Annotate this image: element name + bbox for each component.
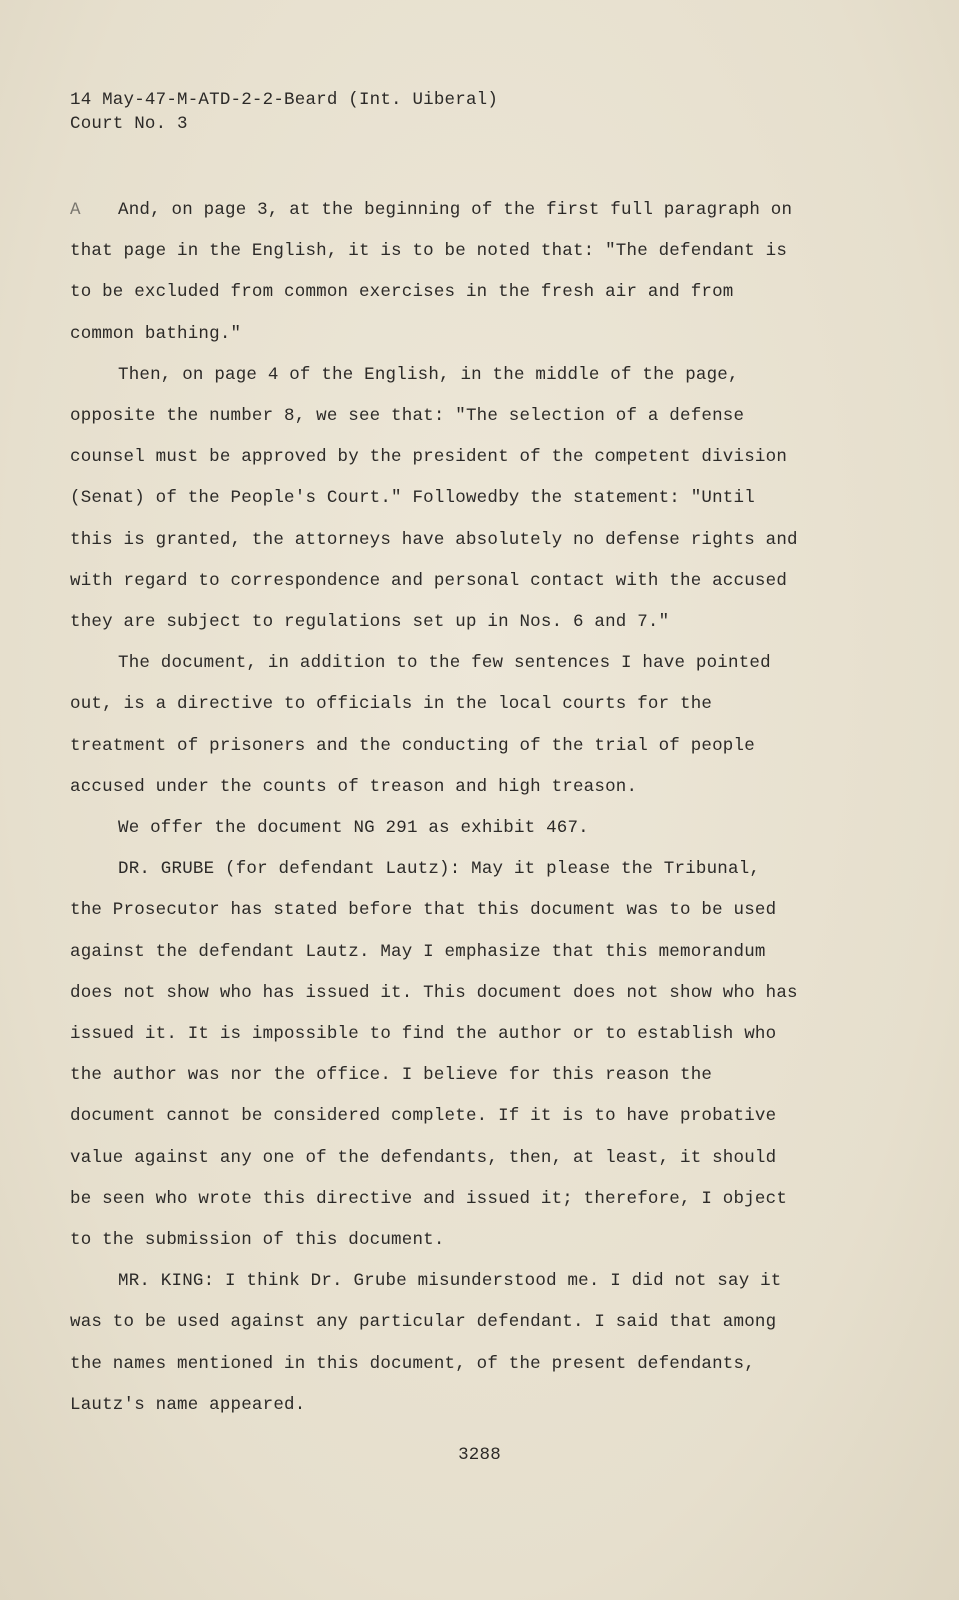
- paragraph-answer: [70, 190, 800, 355]
- paragraph-directive: The document, in addition to the few sentences I have pointed out, is a directive to officials in the local courts for the treatment of prisoners and the conducting of the trial of people accused under the counts of treason and high treason.: [70, 653, 771, 797]
- answer-marker: A: [70, 200, 81, 220]
- paragraph-exhibit-offer: We offer the document NG 291 as exhibit 467.: [118, 818, 589, 839]
- header-court-line: Court No. 3: [70, 114, 188, 134]
- paragraph-mr-king: MR. KING: I think Dr. Grube misunderstood me. I did not say it was to be used against any particular defendant. I said that among the names mentioned in this document, of the present defendants, Lautz's name appeared.: [70, 1271, 782, 1415]
- transcript-body: [70, 190, 800, 1426]
- paragraph-dr-grube: DR. GRUBE (for defendant Lautz): May it please the Tribunal, the Prosecutor has stated before that this document was to be used against the defendant Lautz. May I emphasize that this memorandum does not show who has issued it. This document does not show who has issued it. It is impossible to find the author or to establish who the author was nor the office. I believe for this reason the document cannot be considered complete. If it is to have probative value against any one of the defendants, then, at least, it should be seen who wrote this directive and issued it; therefore, I object to the submission of this document.: [70, 859, 798, 1251]
- document-header: [70, 88, 498, 136]
- header-reference-line: 14 May-47-M-ATD-2-2-Beard (Int. Uiberal): [70, 90, 499, 110]
- page-number: 3288: [458, 1445, 501, 1465]
- paragraph-page-four: Then, on page 4 of the English, in the middle of the page, opposite the number 8, we see that: "The selection of a defense counsel must be approved by the president of the competent division (Senat) of the People's Court." Followedby the statement: "Until this is granted, the attorneys have absolutely no defense rights and with regard to correspondence and personal contact with the accused they are subject to regulations set up in Nos. 6 and 7.": [70, 364, 798, 633]
- paragraph-answer-text: And, on page 3, at the beginning of the first full paragraph on that page in the English, it is to be noted that: "The defendant is to be excluded from common exercises in the fresh air and from common bathing.": [70, 200, 793, 344]
